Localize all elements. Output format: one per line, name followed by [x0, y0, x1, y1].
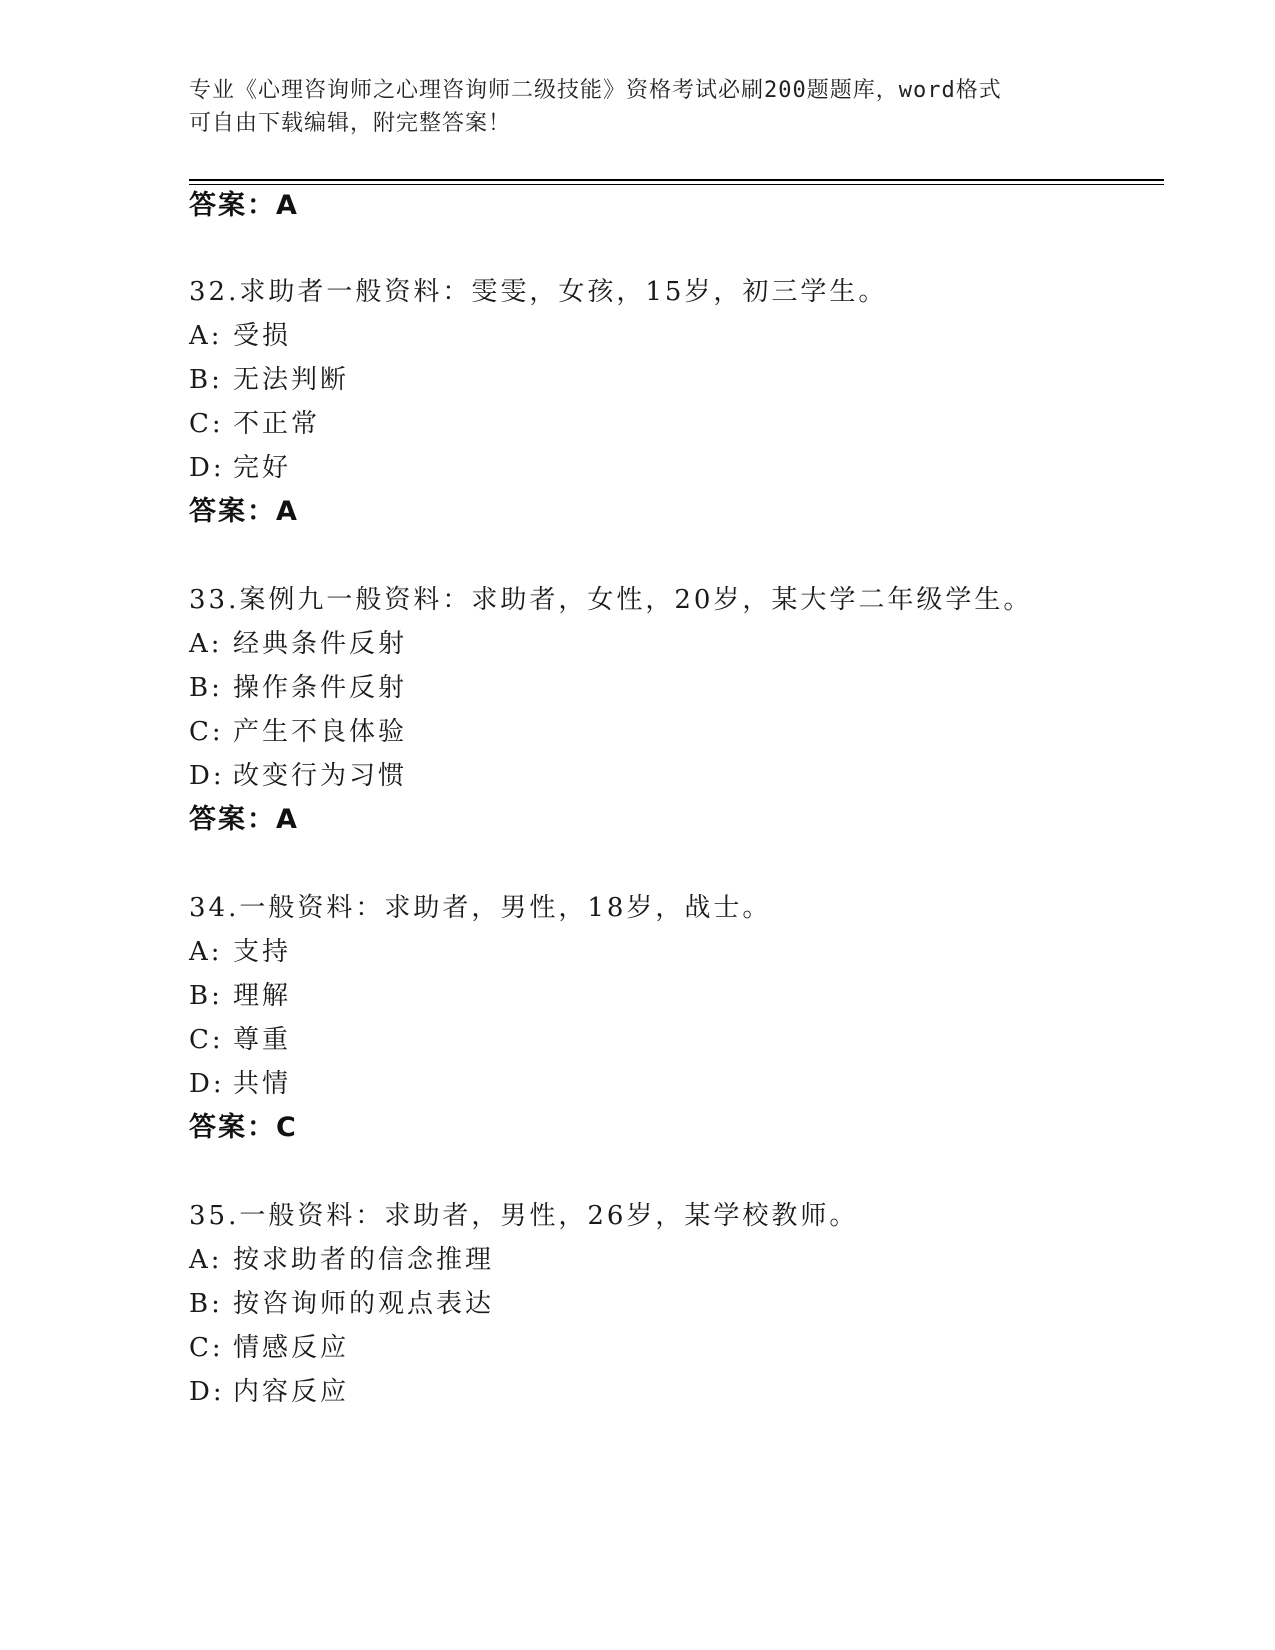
- header-divider-thick: [189, 179, 1164, 181]
- option-d: [189, 759, 407, 793]
- option-letter: C:: [189, 1025, 224, 1055]
- option-letter: C:: [189, 717, 224, 747]
- option-c: [189, 1331, 349, 1365]
- option-a: [189, 319, 291, 353]
- option-letter: B:: [189, 1289, 223, 1319]
- header-divider-thin: [189, 184, 1164, 185]
- question-stem: 34.一般资料：求助者，男性，18岁，战士。: [189, 893, 772, 923]
- option-text: 支持: [233, 937, 292, 967]
- option-letter: C:: [189, 1333, 224, 1363]
- option-text: 不正常: [233, 409, 321, 439]
- question-stem: 35.一般资料：求助者，男性，26岁，某学校教师。: [189, 1201, 859, 1231]
- option-c: [189, 715, 407, 749]
- option-a: [189, 1243, 494, 1277]
- option-text: 理解: [233, 981, 292, 1011]
- option-letter: A:: [189, 937, 223, 967]
- option-text: 经典条件反射: [233, 629, 408, 659]
- option-text: 内容反应: [233, 1377, 350, 1407]
- answer: 答案：C: [189, 1112, 298, 1143]
- option-text: 受损: [233, 321, 292, 351]
- question-stem: 32.求助者一般资料：雯雯，女孩，15岁，初三学生。: [189, 277, 888, 307]
- option-text: 产生不良体验: [233, 717, 408, 747]
- option-c: [189, 407, 320, 441]
- option-letter: A:: [189, 1245, 223, 1275]
- option-a: [189, 627, 407, 661]
- option-text: 完好: [233, 453, 292, 483]
- option-letter: D:: [189, 1377, 225, 1407]
- answer-prev: 答案：A: [189, 190, 299, 221]
- option-c: [189, 1023, 291, 1057]
- option-text: 改变行为习惯: [233, 761, 408, 791]
- option-letter: D:: [189, 761, 225, 791]
- option-a: [189, 935, 291, 969]
- option-text: 操作条件反射: [233, 673, 408, 703]
- page-header: [189, 74, 1089, 140]
- header-line-2: 可自由下载编辑，附完整答案！: [189, 111, 512, 136]
- option-text: 按求助者的信念推理: [233, 1245, 495, 1275]
- option-d: [189, 1375, 349, 1409]
- option-b: [189, 671, 407, 705]
- option-text: 情感反应: [233, 1333, 350, 1363]
- option-letter: B:: [189, 981, 223, 1011]
- option-b: [189, 363, 349, 397]
- header-line-1: 专业《心理咨询师之心理咨询师二级技能》资格考试必刷200题题库，word格式: [189, 78, 1002, 103]
- option-letter: A:: [189, 629, 223, 659]
- option-b: [189, 979, 291, 1013]
- option-text: 共情: [233, 1069, 292, 1099]
- option-letter: B:: [189, 673, 223, 703]
- option-letter: C:: [189, 409, 224, 439]
- question-stem: 33.案例九一般资料：求助者，女性，20岁，某大学二年级学生。: [189, 585, 1033, 615]
- option-d: [189, 451, 291, 485]
- answer: 答案：A: [189, 496, 299, 527]
- option-text: 尊重: [233, 1025, 292, 1055]
- option-letter: A:: [189, 321, 223, 351]
- option-letter: D:: [189, 1069, 225, 1099]
- option-letter: B:: [189, 365, 223, 395]
- answer: 答案：A: [189, 804, 299, 835]
- option-b: [189, 1287, 494, 1321]
- option-letter: D:: [189, 453, 225, 483]
- option-text: 无法判断: [233, 365, 350, 395]
- option-text: 按咨询师的观点表达: [233, 1289, 495, 1319]
- option-d: [189, 1067, 291, 1101]
